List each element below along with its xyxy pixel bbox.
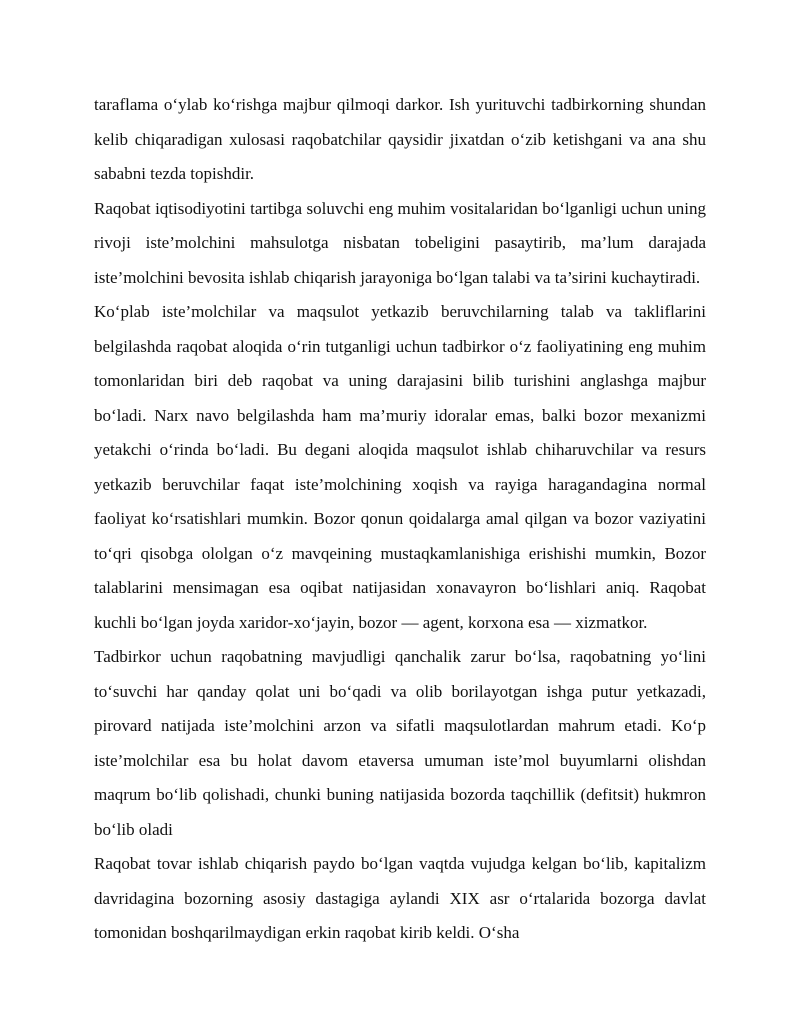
paragraph-4: Tadbirkor uchun raqobatning mavjudligi qanchalik zarur bo‘lsa, raqobatning yo‘lini to‘suvchi har qanday qolat uni bo‘qadi va olib borilayotgan ishga putur yetkazadi, pirovard natijada iste’molchini arzon va sifatli maqsulotlardan mahrum etadi. Ko‘p iste’molchilar esa bu holat davom etaversa umuman iste’mol buyumlarni olishdan maqrum bo‘lib qolishadi, chunki buning natijasida bozorda taqchillik (defitsit) hukmron bo‘lib oladi bbox=[94, 647, 706, 839]
paragraph-3: Ko‘plab iste’molchilar va maqsulot yetkazib beruvchilarning talab va takliflarini belgilashda raqobat aloqida o‘rin tutganligi uchun tadbirkor o‘z faoliyatining eng muhim tomonlaridan biri deb raqobat va uning darajasini bilib turishini anglashga majbur bo‘ladi. Narx navo belgilashda ham ma’muriy idoralar emas, balki bozor mexanizmi yetakchi o‘rinda bo‘ladi. Bu degani aloqida maqsulot ishlab chiharuvchilar va resurs yetkazib beruvchilar faqat iste’molchining xoqish va rayiga haragandagina normal faoliyat ko‘rsatishlari mumkin. Bozor qonun qoidalarga amal qilgan va bozor vaziyatini to‘qri qisobga ololgan o‘z mavqeining mustaqkamlanishiga erishishi mumkin, Bozor talablarini mensimagan esa oqibat natijasidan xonavayron bo‘lishlari aniq. Raqobat kuchli bo‘lgan joyda xaridor-xo‘jayin, bozor — agent, korxona esa — xizmatkor. bbox=[94, 302, 706, 632]
paragraph-5: Raqobat tovar ishlab chiqarish paydo bo‘lgan vaqtda vujudga kelgan bo‘lib, kapitalizm davridagina bozorning asosiy dastagiga aylandi XIX asr o‘rtalarida bozorga davlat tomonidan boshqarilmaydigan erkin raqobat kirib keldi. O‘sha bbox=[94, 854, 706, 942]
paragraph-2: Raqobat iqtisodiyotini tartibga soluvchi eng muhim vositalaridan bo‘lganligi uchun uning rivoji iste’molchini mahsulotga nisbatan tobeligini pasaytirib, ma’lum darajada iste’molchini bevosita ishlab chiqarish jarayoniga bo‘lgan talabi va ta’sirini kuchaytiradi. bbox=[94, 198, 706, 287]
paragraph-1: taraflama o‘ylab ko‘rishga majbur qilmoqi darkor. Ish yurituvchi tadbirkorning shundan kelib chiqaradigan xulosasi raqobatchilar qaysidir jixatdan o‘zib ketishgani va ana shu sababni tezda topishdir. bbox=[94, 95, 706, 183]
document-page bbox=[94, 88, 706, 951]
